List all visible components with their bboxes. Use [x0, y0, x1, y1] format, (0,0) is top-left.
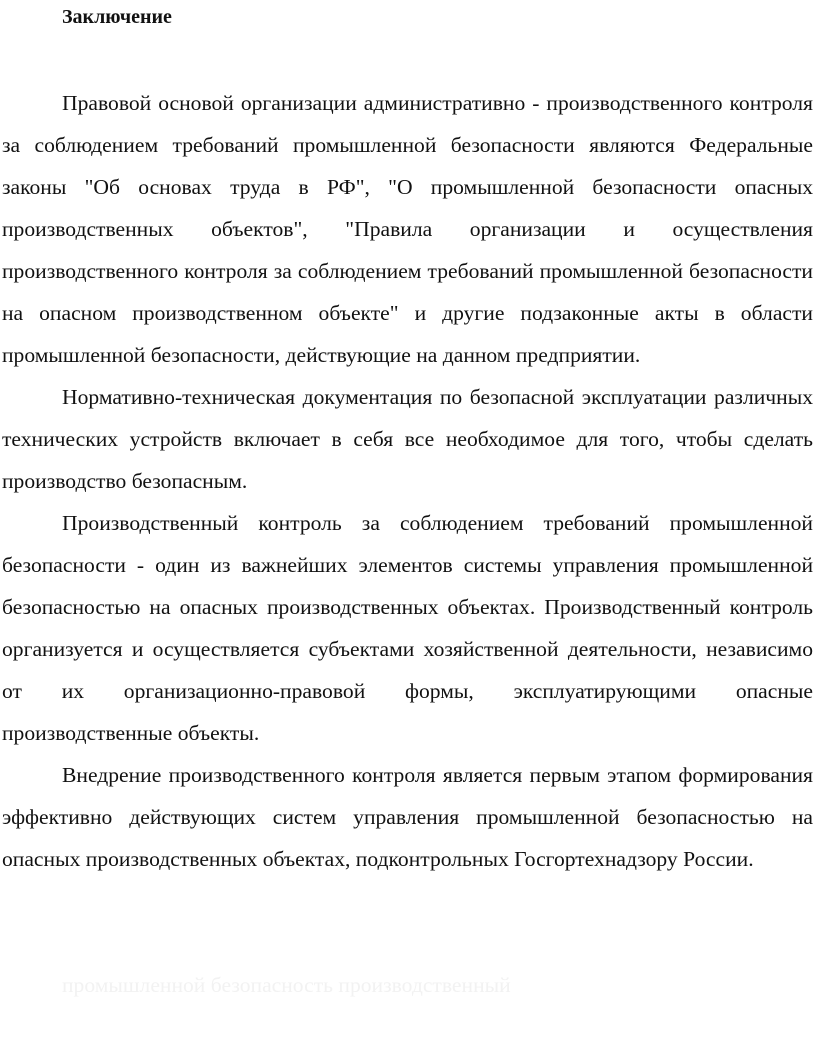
- faded-footer-text: промышленной безопасность производственный: [62, 973, 511, 997]
- paragraph-technical-documentation: Нормативно-техническая документация по безопасной эксплуатации различных технических устройств включает в себя все необходимое для того, чтобы сделать производство безопасным.: [2, 385, 813, 493]
- document-body: [2, 82, 813, 880]
- paragraph-implementation: Внедрение производственного контроля является первым этапом формирования эффективно действующих систем управления промышленной безопасностью на опасных производственных объектах, подконтрольных Госгортехнадзору России.: [2, 763, 813, 871]
- paragraph-legal-basis: Правовой основой организации административно - производственного контроля за соблюдением требований промышленной безопасности являются Федеральные законы "Об основах труда в РФ", "О промышленной безопасности опасных производственных объектов", "Правила организации и осуществления производственного контроля за соблюдением требований промышленной безопасности на опасном производственном объекте" и другие подзаконные акты в области промышленной безопасности, действующие на данном предприятии.: [2, 91, 813, 367]
- section-heading: Заключение: [62, 6, 172, 28]
- paragraph-production-control: Производственный контроль за соблюдением требований промышленной безопасности - один из важнейших элементов системы управления промышленной безопасностью на опасных производственных объектах. Производственный контроль организуется и осуществляется субъектами хозяйственной деятельности, независимо от их организационно-правовой формы, эксплуатирующими опасные производственные объекты.: [2, 511, 813, 745]
